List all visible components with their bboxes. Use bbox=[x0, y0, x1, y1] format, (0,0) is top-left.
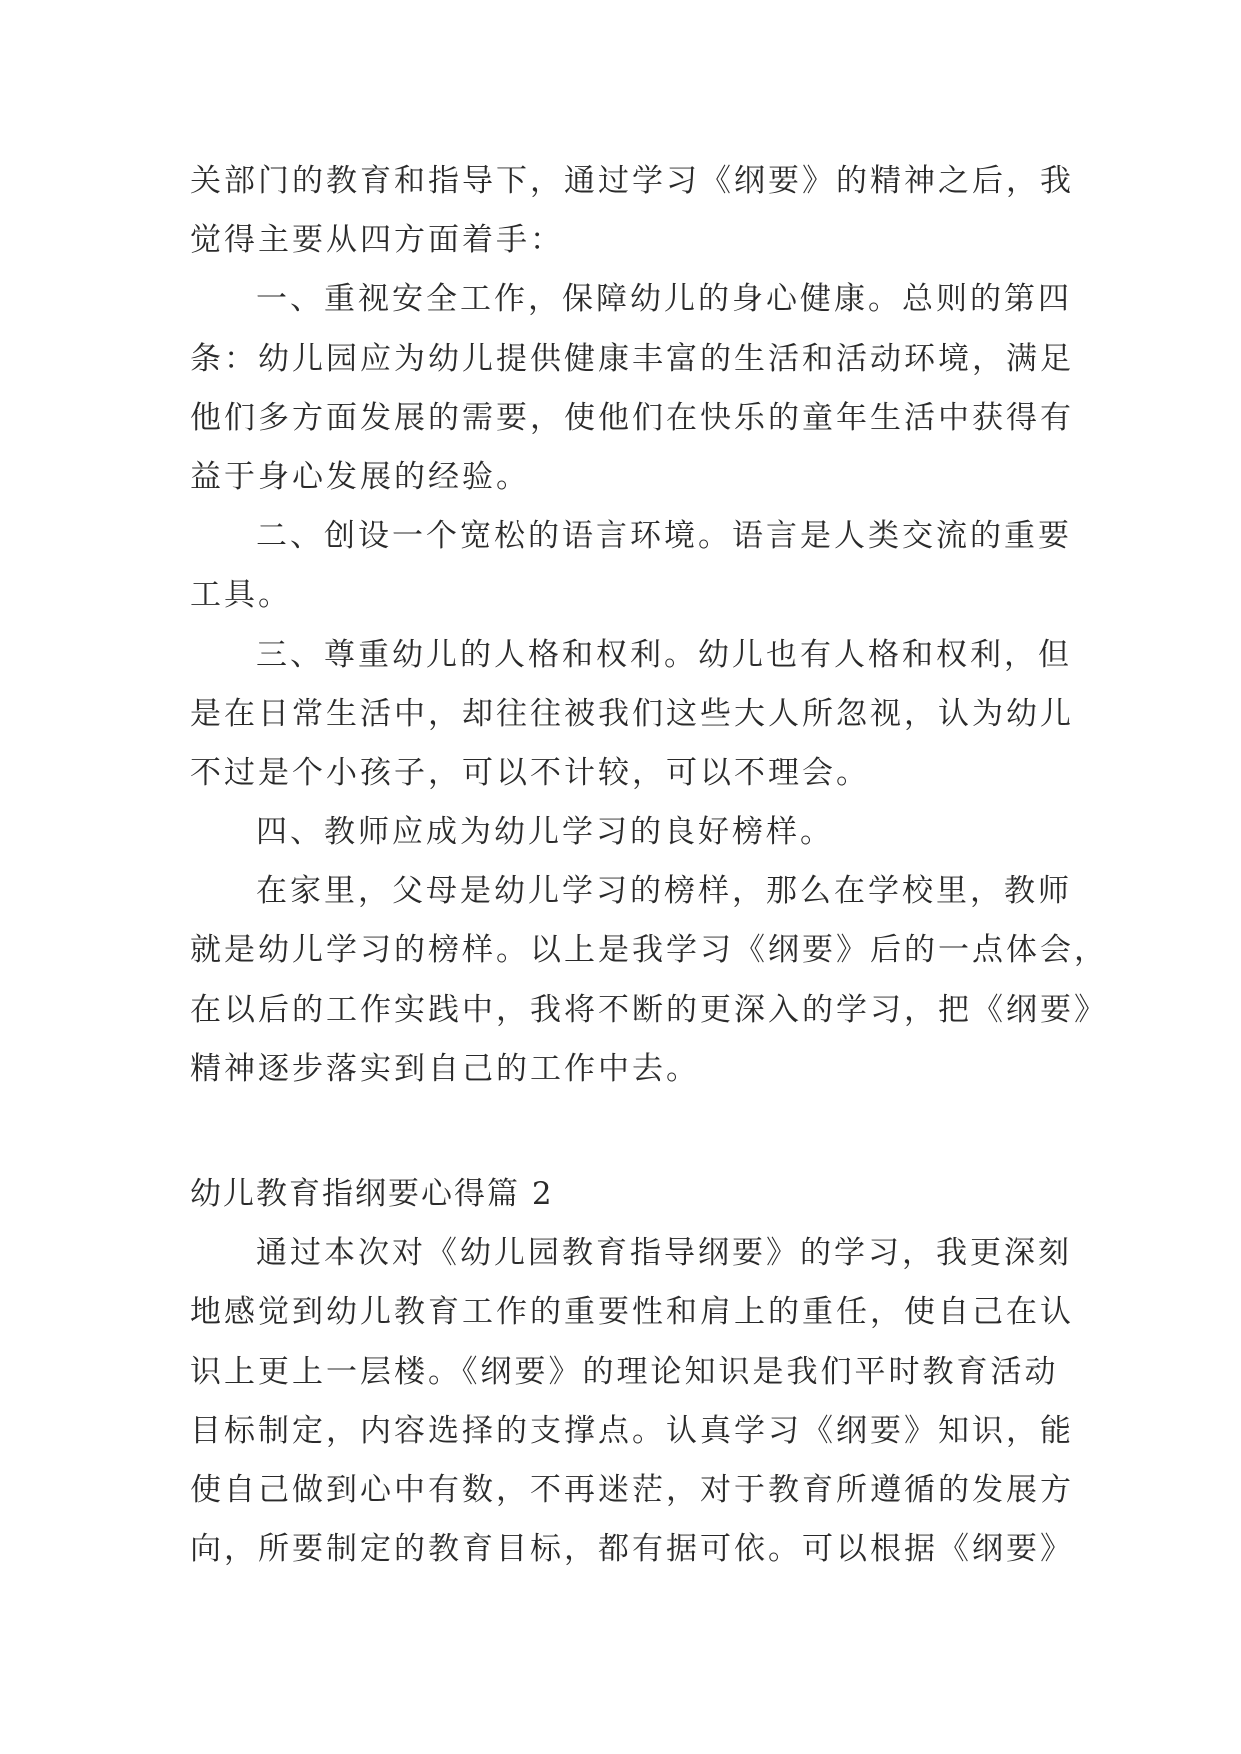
document-body bbox=[190, 152, 1108, 1579]
paragraph-line: 使自己做到心中有数，不再迷茫，对于教育所遵循的发展方 bbox=[190, 1471, 1074, 1508]
paragraph-line: 是在日常生活中，却往往被我们这些大人所忽视，认为幼儿 bbox=[190, 695, 1074, 732]
paragraph-line: 在家里，父母是幼儿学习的榜样，那么在学校里，教师 bbox=[256, 873, 1072, 910]
paragraph-line: 觉得主要从四方面着手： bbox=[190, 222, 564, 259]
paragraph-line: 一、重视安全工作，保障幼儿的身心健康。总则的第四 bbox=[256, 281, 1072, 318]
paragraph-line: 二、创设一个宽松的语言环境。语言是人类交流的重要 bbox=[256, 518, 1072, 555]
section-gap bbox=[190, 1099, 1066, 1165]
paragraph-line: 条：幼儿园应为幼儿提供健康丰富的生活和活动环境，满足 bbox=[190, 340, 1074, 377]
paragraph-line: 关部门的教育和指导下，通过学习《纲要》的精神之后，我 bbox=[190, 163, 1074, 199]
paragraph-line: 向，所要制定的教育目标，都有据可依。可以根据《纲要》 bbox=[190, 1531, 1074, 1568]
paragraph-line: 他们多方面发展的需要，使他们在快乐的童年生活中获得有 bbox=[190, 399, 1074, 436]
paragraph-line: 三、尊重幼儿的人格和权利。幼儿也有人格和权利，但 bbox=[256, 636, 1072, 673]
paragraph-line: 益于身心发展的经验。 bbox=[190, 458, 530, 495]
paragraph-line: 在以后的工作实践中，我将不断的更深入的学习，把《纲要》 bbox=[190, 991, 1108, 1028]
paragraph-line: 不过是个小孩子，可以不计较，可以不理会。 bbox=[190, 754, 870, 791]
paragraph-line: 通过本次对《幼儿园教育指导纲要》的学习，我更深刻 bbox=[256, 1235, 1072, 1272]
paragraph-line: 识上更上一层楼。《纲要》的理论知识是我们平时教育活动 bbox=[190, 1353, 1059, 1390]
section-title: 幼儿教育指纲要心得篇 2 bbox=[190, 1176, 554, 1212]
paragraph-line: 工具。 bbox=[190, 577, 292, 614]
paragraph-line: 目标制定，内容选择的支撑点。认真学习《纲要》知识，能 bbox=[190, 1412, 1074, 1449]
paragraph-line: 地感觉到幼儿教育工作的重要性和肩上的重任，使自己在认 bbox=[190, 1294, 1074, 1331]
paragraph-line: 四、教师应成为幼儿学习的良好榜样。 bbox=[256, 814, 834, 851]
paragraph-line: 就是幼儿学习的榜样。以上是我学习《纲要》后的一点体会， bbox=[190, 932, 1108, 969]
paragraph-line: 精神逐步落实到自己的工作中去。 bbox=[190, 1050, 700, 1087]
